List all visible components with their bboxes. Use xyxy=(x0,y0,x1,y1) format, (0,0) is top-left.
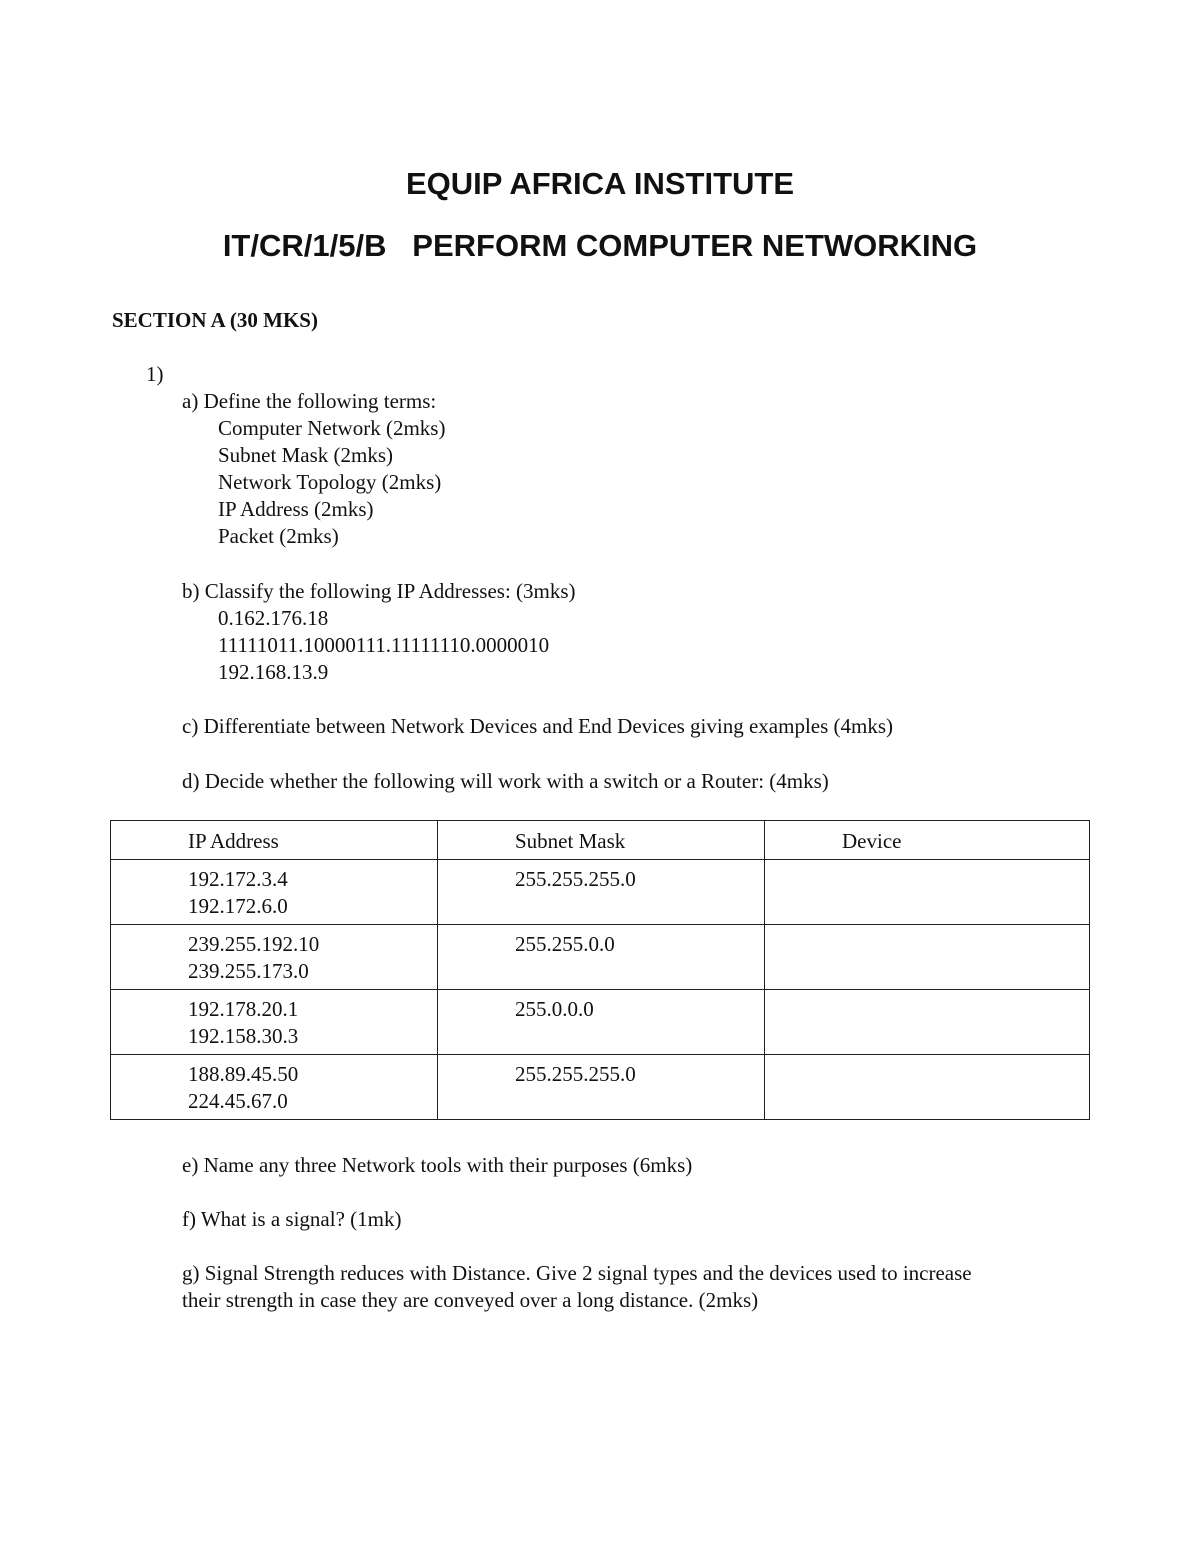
device-answer-cell[interactable] xyxy=(765,925,1089,931)
ip-cell: 192.178.20.1 192.158.30.3 xyxy=(188,997,299,1048)
mask-cell: 255.0.0.0 xyxy=(515,997,594,1021)
question-c: c) Differentiate between Network Devices and End Devices giving examples (4mks) xyxy=(182,714,894,738)
question-a-prompt: a) Define the following terms: xyxy=(182,389,437,413)
question-b-prompt: b) Classify the following IP Addresses: (3mks) xyxy=(182,579,576,603)
mask-cell: 255.255.255.0 xyxy=(515,867,636,891)
term-item: Subnet Mask (2mks) xyxy=(218,443,393,467)
table-row xyxy=(111,925,1090,990)
header-subnet-mask: Subnet Mask xyxy=(515,829,626,853)
device-answer-cell[interactable] xyxy=(765,860,1089,866)
ip-subnet-table xyxy=(110,820,1090,1120)
ip-item: 192.168.13.9 xyxy=(218,660,329,684)
mask-cell: 255.255.0.0 xyxy=(515,932,615,956)
ip-item: 0.162.176.18 xyxy=(218,606,329,630)
question-d: d) Decide whether the following will work with a switch or a Router: (4mks) xyxy=(182,769,829,793)
question-g-line1: g) Signal Strength reduces with Distance. Give 2 signal types and the devices used to increase xyxy=(182,1261,972,1285)
ip-item: 11111011.10000111.11111110.0000010 xyxy=(218,633,550,657)
term-item: Network Topology (2mks) xyxy=(218,470,442,494)
question-g-line2: their strength in case they are conveyed over a long distance. (2mks) xyxy=(182,1288,759,1312)
institute-title: EQUIP AFRICA INSTITUTE xyxy=(405,166,795,201)
course-title: IT/CR/1/5/B PERFORM COMPUTER NETWORKING xyxy=(222,228,978,263)
mask-cell: 255.255.255.0 xyxy=(515,1062,636,1086)
section-heading: SECTION A (30 MKS) xyxy=(112,308,318,332)
header-ip-address: IP Address xyxy=(188,829,279,853)
table-row xyxy=(111,1055,1090,1120)
term-item: Packet (2mks) xyxy=(218,524,339,548)
question-number: 1) xyxy=(146,362,164,386)
table-row xyxy=(111,860,1090,925)
ip-cell: 239.255.192.10 239.255.173.0 xyxy=(188,932,320,983)
ip-cell: 188.89.45.50 224.45.67.0 xyxy=(188,1062,299,1113)
ip-cell: 192.172.3.4 192.172.6.0 xyxy=(188,867,288,918)
header-device: Device xyxy=(842,829,902,853)
table-row xyxy=(111,990,1090,1055)
device-answer-cell[interactable] xyxy=(765,990,1089,996)
device-answer-cell[interactable] xyxy=(765,1055,1089,1061)
term-item: Computer Network (2mks) xyxy=(218,416,446,440)
table-header-row xyxy=(111,821,1090,860)
term-item: IP Address (2mks) xyxy=(218,497,374,521)
question-f: f) What is a signal? (1mk) xyxy=(182,1207,402,1231)
question-e: e) Name any three Network tools with their purposes (6mks) xyxy=(182,1153,693,1177)
